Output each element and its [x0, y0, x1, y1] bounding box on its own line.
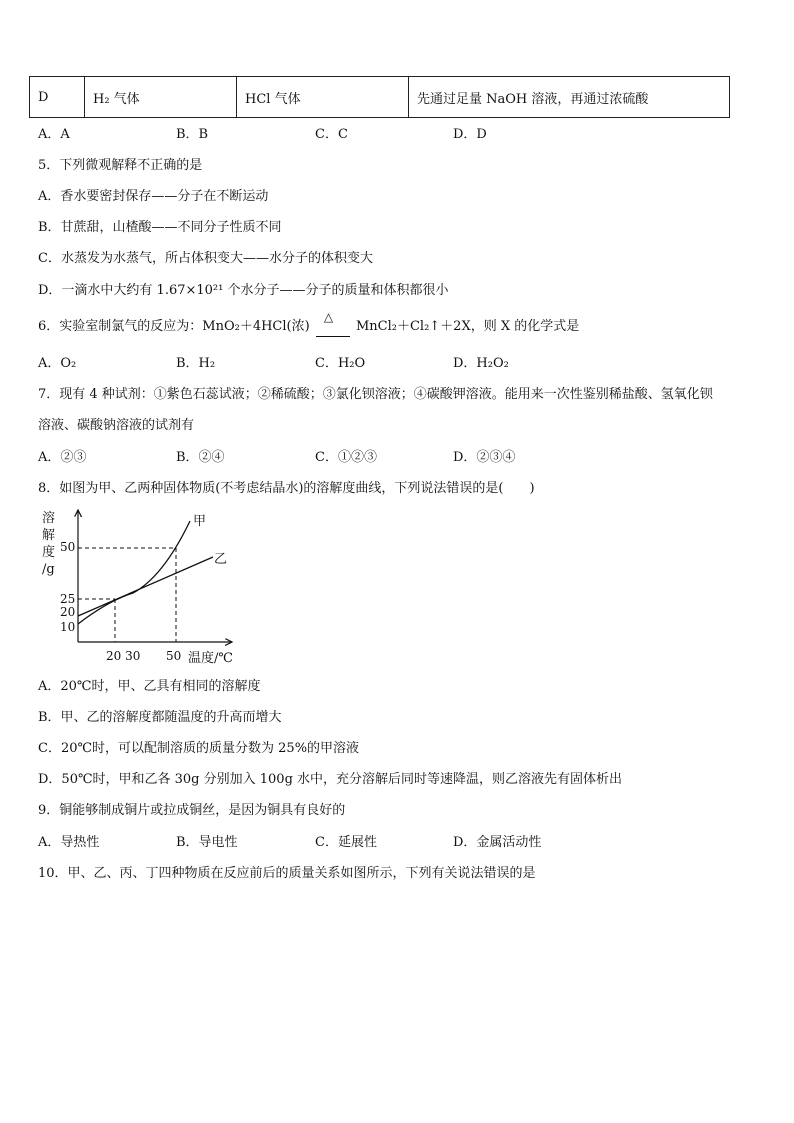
- table-cell: D: [30, 77, 85, 118]
- y-label-3: 度: [42, 545, 56, 560]
- q6-option-b: B．H₂: [176, 356, 216, 371]
- q4-option-c: C．C: [315, 127, 348, 142]
- q5-option-d: D．一滴水中大约有 1.67×10²¹ 个水分子——分子的质量和体积都很小: [38, 283, 449, 298]
- q9-option-a: A．导热性: [38, 835, 100, 850]
- y-label-4: /g: [42, 562, 55, 577]
- curve-yi: [78, 557, 213, 616]
- x-tick-50: 50: [166, 649, 182, 663]
- q9-option-d: D．金属活动性: [453, 835, 542, 850]
- q5-option-b: B．甘蔗甜，山楂酸——不同分子性质不同: [38, 220, 282, 235]
- y-tick-50: 50: [60, 540, 76, 554]
- y-label-1: 溶: [42, 511, 56, 526]
- q7-stem-line1: 7．现有 4 种试剂：①紫色石蕊试液；②稀硫酸；③氯化钡溶液；④碳酸钾溶液。能用来一次性鉴别稀盐酸、氢氧化钡: [38, 387, 713, 402]
- q8-option-b: B．甲、乙的溶解度都随温度的升高而增大: [38, 710, 282, 725]
- q6-stem: [38, 310, 580, 337]
- y-label-2: 解: [42, 528, 56, 543]
- q9-stem: 9．铜能够制成铜片或拉成铜丝，是因为铜具有良好的: [38, 803, 346, 818]
- y-tick-10: 10: [60, 620, 76, 634]
- q4-option-b: B．B: [176, 127, 209, 142]
- q7-option-a: A．②③: [38, 450, 87, 465]
- q7-stem-line2: 溶液、碳酸钠溶液的试剂有: [38, 418, 195, 433]
- table-cell: 先通过足量 NaOH 溶液，再通过浓硫酸: [409, 77, 730, 118]
- y-tick-20: 20: [60, 605, 76, 619]
- table-cell: HCl 气体: [237, 77, 409, 118]
- x-tick-20-30: 20 30: [106, 649, 141, 663]
- q5-option-c: C．水蒸发为水蒸气，所占体积变大——水分子的体积变大: [38, 251, 373, 266]
- q6-stem-left: 6．实验室制氯气的反应为：MnO₂＋4HCl(浓): [38, 319, 310, 334]
- y-tick-25: 25: [60, 592, 76, 606]
- q6-option-c: C．H₂O: [315, 356, 366, 371]
- x-label: 温度/℃: [188, 651, 233, 666]
- answer-table: [29, 76, 730, 118]
- q9-option-c: C．延展性: [315, 835, 377, 850]
- q7-option-d: D．②③④: [453, 450, 516, 465]
- q8-option-d: D．50℃时，甲和乙各 30g 分别加入 100g 水中，充分溶解后同时等速降温，则乙溶液先有固体析出: [38, 772, 623, 787]
- q5-option-a: A．香水要密封保存——分子在不断运动: [38, 189, 269, 204]
- heat-symbol: △: [323, 310, 334, 324]
- table-cell: H₂ 气体: [85, 77, 237, 118]
- q7-option-b: B．②④: [176, 450, 225, 465]
- q6-option-a: A．O₂: [38, 356, 77, 371]
- q5-stem: 5．下列微观解释不正确的是: [38, 158, 203, 173]
- q8-option-c: C．20℃时，可以配制溶质的质量分数为 25%的甲溶液: [38, 741, 360, 756]
- q4-option-d: D．D: [453, 127, 487, 142]
- q4-option-a: A．A: [38, 127, 70, 142]
- q6-stem-right: MnCl₂＋Cl₂↑＋2X，则 X 的化学式是: [355, 319, 580, 334]
- q10-stem: 10．甲、乙、丙、丁四种物质在反应前后的质量关系如图所示，下列有关说法错误的是: [38, 866, 536, 881]
- curve-yi-label: 乙: [214, 552, 228, 567]
- curve-jia-label: 甲: [193, 514, 207, 529]
- solubility-curve-graph: [38, 505, 238, 670]
- q6-option-d: D．H₂O₂: [453, 356, 509, 371]
- q8-option-a: A．20℃时，甲、乙具有相同的溶解度: [38, 679, 261, 694]
- q8-stem: 8．如图为甲、乙两种固体物质(不考虑结晶水)的溶解度曲线，下列说法错误的是( ): [38, 481, 535, 496]
- q7-option-c: C．①②③: [315, 450, 377, 465]
- table-row: [30, 77, 730, 118]
- q9-option-b: B．导电性: [176, 835, 238, 850]
- reaction-condition: [316, 310, 350, 337]
